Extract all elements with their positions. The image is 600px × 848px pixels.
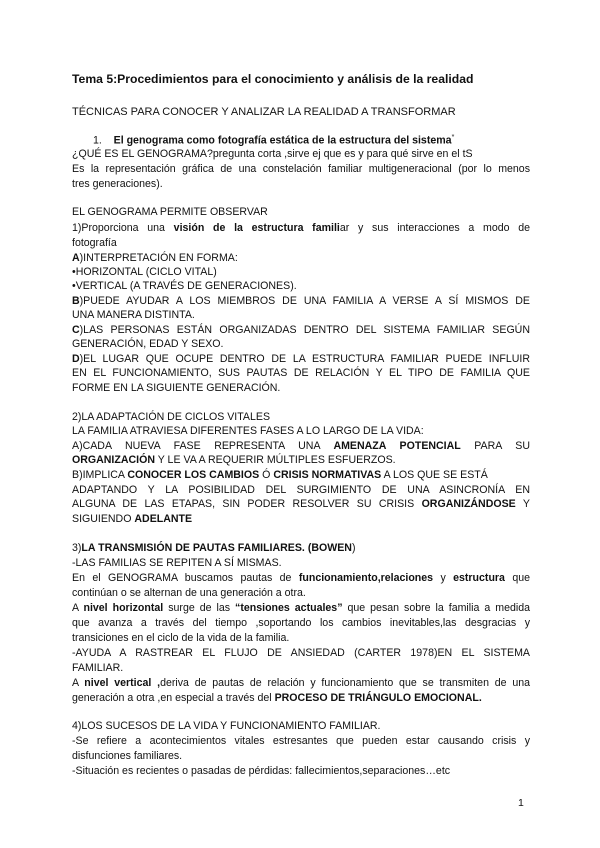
section-2-item-c-cont: GENERACIÓN, EDAD Y SEXO. [72, 338, 224, 350]
section-2-bullet-1: •HORIZONTAL (CICLO VITAL) [72, 266, 217, 278]
section-2-item-d-cont-1: EN EL FUNCIONAMIENTO, SUS PAUTAS DE RELACIÓN Y EL TIPO DE FAMILIA QUE [72, 367, 530, 379]
section-2-item-b-cont: UNA MANERA DISTINTA. [72, 309, 195, 321]
section-5-line-1: -Se refiere a acontecimientos vitales estresantes que pueden estar causando crisis y [72, 735, 530, 747]
section-3-b-line-2: ADAPTANDO Y LA POSIBILIDAD DEL SURGIMIENTO DE UNA ASINCRONÍA EN [72, 484, 530, 496]
section-5-line-3: -Situación es recientes o pasadas de pérdidas: fallecimientos,separaciones…etc [72, 765, 451, 777]
section-4-line-5: que avanza a través del tiempo ,soportando los cambios inevitables,las desgracias y [72, 617, 530, 629]
doc-subtitle: TÉCNICAS PARA CONOCER Y ANALIZAR LA REALIDAD A TRANSFORMAR [72, 106, 456, 118]
page-number: 1 [518, 797, 524, 809]
section-2-heading: EL GENOGRAMA PERMITE OBSERVAR [72, 206, 268, 218]
section-4-line-8: FAMILIAR. [72, 662, 124, 674]
section-4-line-10: generación a otra ,en especial a través del PROCESO DE TRIÁNGULO EMOCIONAL. [72, 692, 482, 704]
section-3-b-line-1: B)IMPLICA CONOCER LOS CAMBIOS Ó CRISIS NORMATIVAS A LOS QUE SE ESTÁ [72, 469, 488, 481]
section-2-item-b: B)PUEDE AYUDAR A LOS MIEMBROS DE UNA FAMILIA A VERSE A SÍ MISMOS DE [72, 295, 530, 307]
section-2-item-d-cont-2: FORME EN LA SIGUIENTE GENERACIÓN. [72, 382, 281, 394]
section-5-line-2: disfunciones familiares. [72, 750, 183, 762]
section-1-heading: 1. El genograma como fotografía estática de la estructura del sistema* [93, 134, 455, 147]
section-4-line-4: A nivel horizontal surge de las “tensiones actuales” que pesan sobre la familia a medida [72, 602, 530, 614]
section-3-heading: 2)LA ADAPTACIÓN DE CICLOS VITALES [72, 411, 271, 423]
section-2-line-1: 1)Proporciona una visión de la estructura familiar y sus interacciones a modo de [72, 222, 530, 234]
section-1-line-2: Es la representación gráfica de una constelación familiar multigeneracional (por lo menos [72, 163, 530, 175]
section-4-line-2: En el GENOGRAMA buscamos pautas de funcionamiento,relaciones y estructura que [72, 572, 530, 584]
section-1-line-1: ¿QUÉ ES EL GENOGRAMA?pregunta corta ,sirve ej que es y para qué sirve en el tS [72, 148, 473, 160]
section-2-line-2: fotografía [72, 237, 117, 249]
section-2-item-c: C)LAS PERSONAS ESTÁN ORGANIZADAS DENTRO DEL SISTEMA FAMILIAR SEGÚN [72, 324, 530, 336]
section-4-heading: 3)LA TRANSMISIÓN DE PAUTAS FAMILIARES. (BOWEN) [72, 542, 356, 554]
section-2-item-a: A)INTERPRETACIÓN EN FORMA: [72, 252, 238, 264]
section-3-b-line-4: SIGUIENDO ADELANTE [72, 513, 193, 525]
section-3-a-line-2: ORGANIZACIÓN Y LE VA A REQUERIR MÚLTIPLES ESFUERZOS. [72, 454, 396, 466]
section-4-line-9: A nivel vertical ,deriva de pautas de relación y funcionamiento que se transmiten de una [72, 677, 530, 689]
section-3-b-line-3: ALGUNA DE LAS ETAPAS, SIN PODER RESOLVER SU CRISIS ORGANIZÁNDOSE Y [72, 498, 530, 510]
section-4-line-6: transiciones en el ciclo de la vida de la familia. [72, 632, 290, 644]
section-1-line-3: tres generaciones). [72, 178, 163, 190]
section-4-line-3: continúan o se alternan de una generación a otra. [72, 587, 306, 599]
section-2-item-d: D)EL LUGAR QUE OCUPE DENTRO DE LA ESTRUCTURA FAMILIAR PUEDE INFLUIR [72, 353, 530, 365]
section-4-line-1: -LAS FAMILIAS SE REPITEN A SÍ MISMAS. [72, 557, 282, 569]
section-3-a-line-1: A)CADA NUEVA FASE REPRESENTA UNA AMENAZA POTENCIAL PARA SU [72, 440, 530, 452]
section-2-bullet-2: •VERTICAL (A TRAVÉS DE GENERACIONES). [72, 280, 297, 292]
doc-title: Tema 5:Procedimientos para el conocimiento y análisis de la realidad [72, 72, 474, 86]
section-3-line-1: LA FAMILIA ATRAVIESA DIFERENTES FASES A LO LARGO DE LA VIDA: [72, 425, 424, 437]
section-4-line-7: -AYUDA A RASTREAR EL FLUJO DE ANSIEDAD (CARTER 1978)EN EL SISTEMA [72, 647, 530, 659]
section-5-heading: 4)LOS SUCESOS DE LA VIDA Y FUNCIONAMIENTO FAMILIAR. [72, 720, 381, 732]
